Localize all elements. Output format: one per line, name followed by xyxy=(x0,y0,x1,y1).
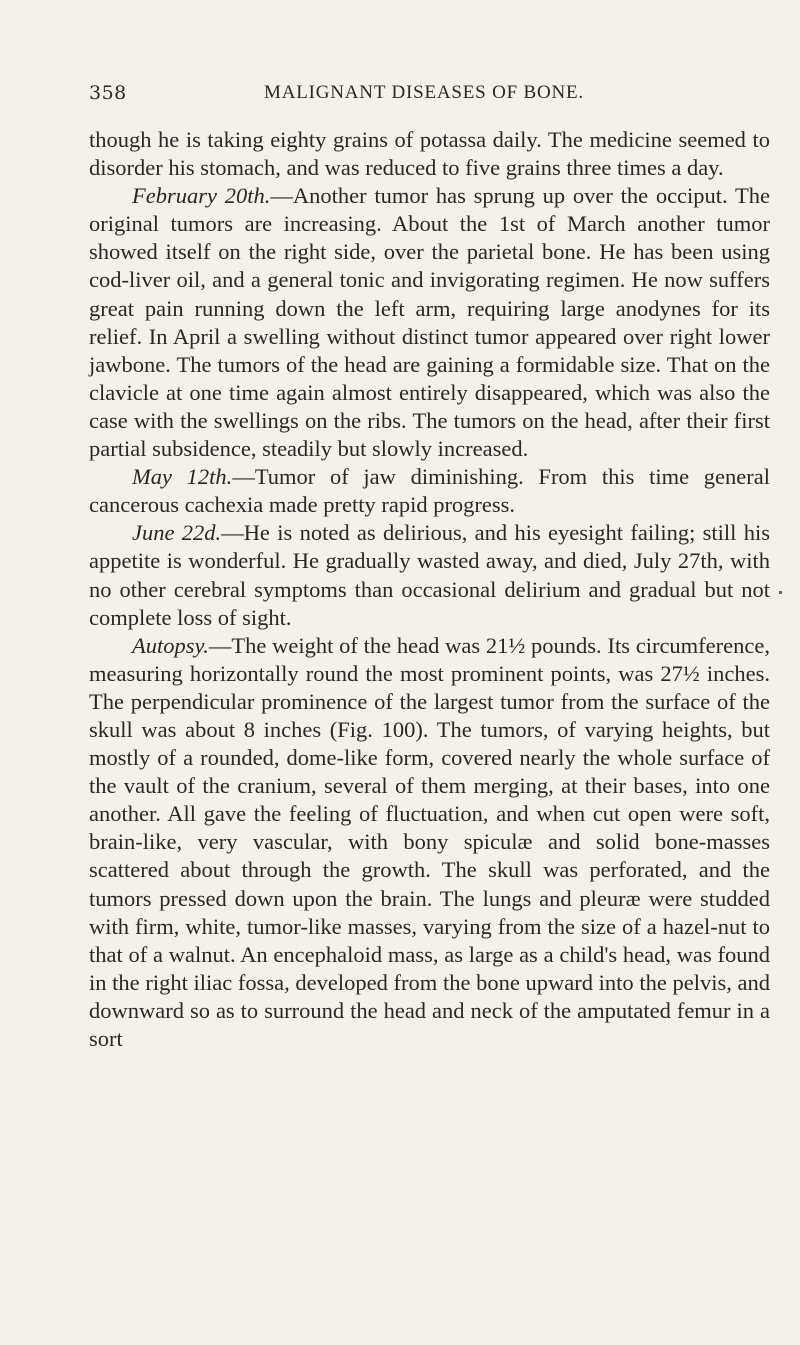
paragraph-text: —Tumor of jaw diminishing. From this time general cancerous cachexia made pretty rapid progress. xyxy=(89,464,770,518)
paragraph-text: —He is noted as delirious, and his eyesight failing; still his appetite is wonderful. He gradually wasted away, and died, July 27th, with no other cerebral symptoms than occasional delirium and gradual but not complete loss of sight. xyxy=(89,520,770,630)
page-number: 358 xyxy=(89,82,127,104)
section-heading: Autopsy. xyxy=(132,632,209,658)
paragraph-text: —The weight of the head was 21½ pounds. Its circumference, measuring horizontally round the most prominent points, was 27½ inches. The perpendicular prominence of the largest tumor from the surface of the skull was about 8 inches (Fig. 100). The tumors, of varying heights, but mostly of a rounded, dome-like form, covered nearly the whole surface of the vault of the cranium, several of them merging, at their bases, into one another. All gave the feeling of fluctuation, and when cut open were soft, brain-like, very vascular, with bony spiculæ and solid bone-masses scattered about through the growth. The skull was perforated, and the tumors pressed down upon the brain. The lungs and pleuræ were studded with firm, white, tumor-like masses, varying from the size of a hazel-nut to that of a walnut. An encephaloid mass, as large as a child's head, was found in the right iliac fossa, developed from the bone upward into the pelvis, and downward so as to surround the head and neck of the amputated femur in a sort xyxy=(89,632,770,1051)
entry-date: February 20th. xyxy=(132,183,271,209)
paragraph-autopsy xyxy=(89,632,770,1053)
paragraph-may xyxy=(89,463,770,519)
paragraph-text: though he is taking eighty grains of potassa daily. The medicine seemed to disorder his stomach, and was reduced to five grains three times a day. xyxy=(89,127,770,181)
entry-date: June 22d. xyxy=(132,520,222,546)
paragraph-text: —Another tumor has sprung up over the occiput. The original tumors are increasing. About the 1st of March another tumor showed itself on the right side, over the parietal bone. He has been using cod-liver oil, and a general tonic and invigorating regimen. He now suffers great pain running down the left arm, requiring large anodynes for its relief. In April a swelling without distinct tumor appeared over right lower jawbone. The tumors of the head are gaining a formidable size. That on the clavicle at one time again almost entirely disappeared, which was also the case with the swellings on the ribs. The tumors on the head, after their first partial subsidence, steadily but slowly increased. xyxy=(89,183,770,462)
margin-mark xyxy=(779,591,782,594)
body-text xyxy=(89,126,770,1053)
paragraph-february xyxy=(89,182,770,463)
paragraph-june xyxy=(89,519,770,631)
entry-date: May 12th. xyxy=(132,464,233,490)
running-title: MALIGNANT DISEASES OF BONE. xyxy=(264,82,584,103)
paragraph-continuation xyxy=(89,126,770,182)
page-header xyxy=(89,82,770,110)
